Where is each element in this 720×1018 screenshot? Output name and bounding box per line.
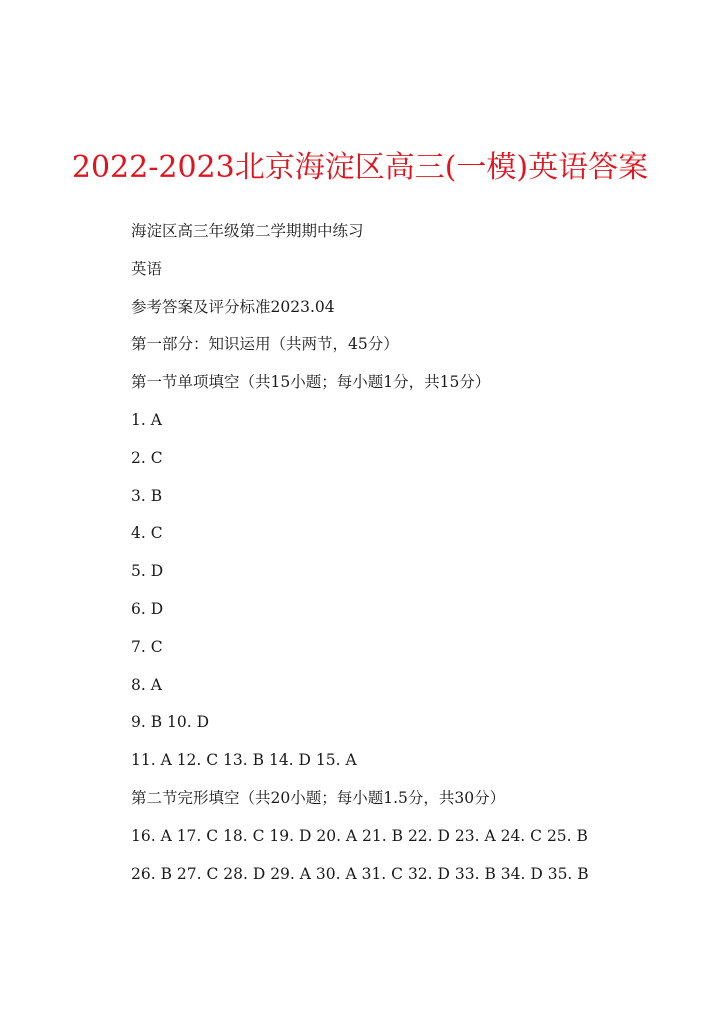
answer-line: 7. C <box>131 637 163 656</box>
answer-line: 26. B 27. C 28. D 29. A 30. A 31. C 32. D 33. B 34. D 35. B <box>131 864 589 883</box>
document-title: 2022-2023北京海淀区高三(一模)英语答案 <box>71 150 649 185</box>
body-line: 参考答案及评分标准2023.04 <box>131 297 335 316</box>
answer-line: 3. B <box>131 486 163 505</box>
document-body <box>131 218 691 898</box>
body-line: 英语 <box>131 259 163 278</box>
subsection-heading: 第二节完形填空（共20小题；每小题1.5分，共30分） <box>131 788 506 807</box>
answer-line: 5. D <box>131 562 164 581</box>
subsection-heading: 第一节单项填空（共15小题；每小题1分，共15分） <box>131 373 491 392</box>
answer-line: 2. C <box>131 448 163 467</box>
section-heading: 第一部分：知识运用（共两节，45分） <box>131 335 399 354</box>
answer-line: 9. B 10. D <box>131 713 210 732</box>
answer-line: 1. A <box>131 410 162 429</box>
answer-line: 6. D <box>131 599 164 618</box>
body-line: 海淀区高三年级第二学期期中练习 <box>131 222 364 240</box>
answer-line: 11. A 12. C 13. B 14. D 15. A <box>131 751 357 770</box>
answer-line: 16. A 17. C 18. C 19. D 20. A 21. B 22. D 23. A 24. C 25. B <box>131 826 588 845</box>
answer-line: 4. C <box>131 524 163 543</box>
answer-line: 8. A <box>131 675 162 694</box>
